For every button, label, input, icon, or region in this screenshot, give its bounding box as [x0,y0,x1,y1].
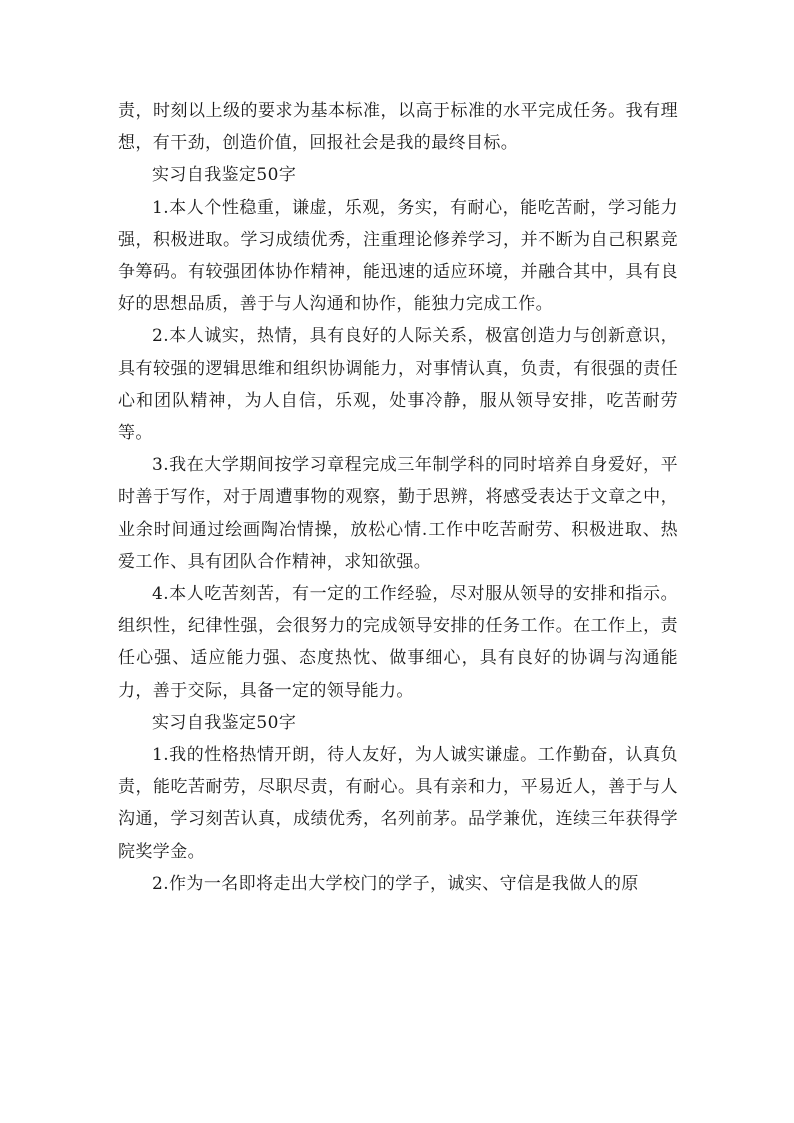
section-heading: 实习自我鉴定50字 [152,165,297,186]
paragraph: 1.我的性格热情开朗，待人友好，为人诚实谦虚。工作勤奋，认真负责，能吃苦耐劳，尽职尽责，有耐心。具有亲和力，平易近人，善于与人沟通，学习刻苦认真，成绩优秀，名列前茅。品学兼优，连续三年获得学院奖学金。 [118,745,678,862]
paragraph-continuation: 责，时刻以上级的要求为基本标准，以高于标准的水平完成任务。我有理想，有干劲，创造价值，回报社会是我的最终目标。 [118,101,678,154]
paragraph: 3.我在大学期间按学习章程完成三年制学科的同时培养自身爱好，平时善于写作，对于周遭事物的观察，勤于思辨，将感受表达于文章之中，业余时间通过绘画陶冶情操，放松心情.工作中吃苦耐劳、积极进取、热爱工作、具有团队合作精神，求知欲强。 [118,455,678,572]
document-body [118,95,678,900]
paragraph: 2.本人诚实，热情，具有良好的人际关系，极富创造力与创新意识，具有较强的逻辑思维和组织协调能力，对事情认真，负责，有很强的责任心和团队精神，为人自信，乐观，处事冷静，服从领导安排，吃苦耐劳等。 [118,326,678,444]
paragraph: 4.本人吃苦刻苦，有一定的工作经验，尽对服从领导的安排和指示。组织性，纪律性强，会很努力的完成领导安排的任务工作。在工作上，责任心强、适应能力强、态度热忱、做事细心，具有良好的协调与沟通能力，善于交际，具备一定的领导能力。 [118,584,678,701]
section-heading: 实习自我鉴定50字 [152,712,297,733]
paragraph: 1.本人个性稳重，谦虚，乐观，务实，有耐心，能吃苦耐，学习能力强，积极进取。学习成绩优秀，注重理论修养学习，并不断为自己积累竞争筹码。有较强团体协作精神，能迅速的适应环境，并融合其中，具有良好的思想品质，善于与人沟通和协作，能独力完成工作。 [118,197,678,315]
paragraph: 2.作为一名即将走出大学校门的学子，诚实、守信是我做人的原 [152,873,639,894]
